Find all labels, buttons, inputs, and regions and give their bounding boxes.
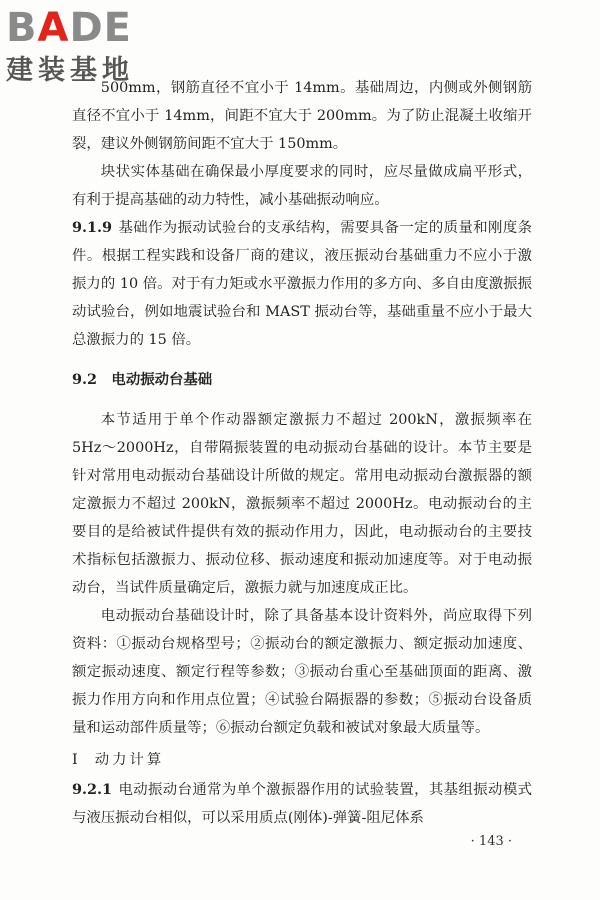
document-page [72,74,532,832]
clause-9-2-1 [72,776,532,832]
clause-number: 9.1.9 [72,219,113,236]
clause-text: 基础作为振动试验台的支承结构，需要具备一定的质量和刚度条件。根据工程实践和设备厂商的建议，液压振动台基础重力不应小于激振力的 10 倍。对于有力矩或水平激振力作用的多方向、多自由度激振振动试验台，例如地震试验台和 MAST 振动台等，基础重量不应小于最大总激振力的 15 倍。 [72,220,532,348]
logo-subtitle: 建装基地 [6,55,134,86]
section-title: 9.2 电动振动台基础 [72,371,213,388]
bade-logo [6,4,176,88]
paragraph-scope: 本节适用于单个作动器额定激振力不超过 200kN，激振频率在 5Hz～2000Hz，自带隔振装置的电动振动台基础的设计。本节主要是针对常用电动振动台基础设计所做的规定。常用电动振动台激振器的额定激振力不超过 200kN，激振频率不超过 2000Hz。电动振动台的主要目的是给被试件提供有效的振动作用力，因此，电动振动台的主要技术指标包括激振力、振动位移、振动速度和振动加速度等。对于电动振动台，当试件质量确定后，激振力就与加速度成正比。 [72,412,532,596]
subsection-label: 动力计算 [94,752,165,768]
subsection-title [72,746,532,774]
clause-text: 电动振动台通常为单个激振器作用的试验装置，其基组振动模式与液压振动台相似，可以采用质点(刚体)-弹簧-阻尼体系 [72,782,532,826]
paragraph-block-foundation: 块状实体基础在确保最小厚度要求的同时，应尽量做成扁平形式，有利于提高基础的动力特性，减小基础振动响应。 [72,164,532,208]
page-number: · 143 · [470,834,512,849]
paragraph-design-data: 电动振动台基础设计时，除了具备基本设计资料外，尚应取得下列资料：①振动台规格型号；②振动台的额定激振力、额定振动加速度、额定振动速度、额定行程等参数；③振动台重心至基础顶面的距离、激振力作用方向和作用点位置；④试验台隔振器的参数；⑤振动台设备质量和运动部件质量等；⑥振动台额定负载和被试对象最大质量等。 [72,608,532,736]
paragraph-rebar: 500mm，钢筋直径不宜小于 14mm。基础周边，内侧或外侧钢筋直径不宜小于 14mm，间距不宜大于 200mm。为了防止混凝土收缩开裂，建议外侧钢筋间距不宜大于 150mm。 [72,80,532,152]
clause-number: 9.2.1 [72,781,113,798]
clause-9-1-9 [72,214,532,354]
logo-wordmark: BADE [6,5,132,51]
subsection-numeral: Ⅰ [72,752,81,768]
